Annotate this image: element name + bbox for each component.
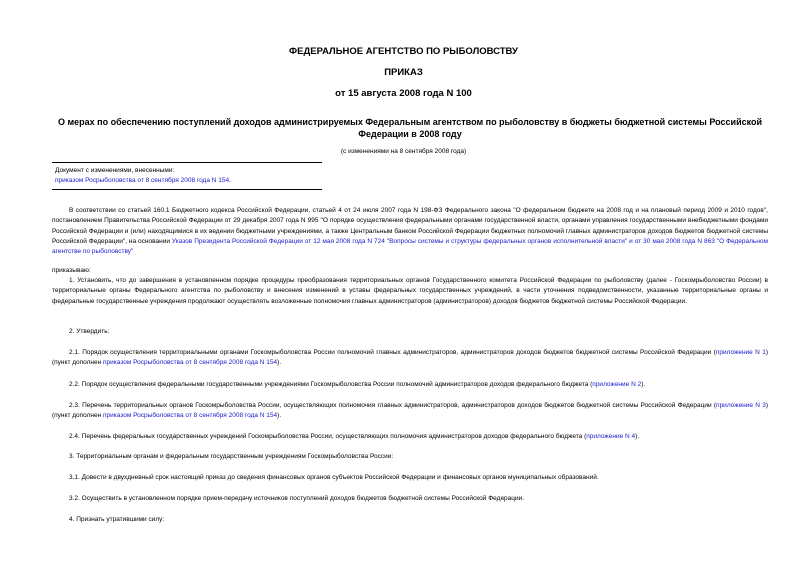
item-text: 2.2. Порядок осуществления федеральными государственными учреждениями Госкомрыболовства России полномочий администраторов доходов федерального бюджета (: [69, 381, 593, 388]
paragraph-3: 3. Территориальным органам и федеральным государственным учреждениям Госкомрыболовства России:: [69, 453, 394, 460]
appendix-1-link[interactable]: приложение N 1: [715, 349, 766, 356]
item-text: ) (пункт дополнен: [52, 402, 768, 420]
preamble-text: на основании: [126, 237, 172, 245]
paragraph-2-3: [52, 401, 768, 422]
amendment-link[interactable]: приказом Росрыболовства от 8 сентября 2008 года N 154: [103, 412, 278, 420]
date-number: от 15 августа 2008 года N 100: [335, 88, 472, 99]
divider: [52, 189, 322, 190]
item-text: 2.1. Порядок осуществления территориальными органами Госкомрыболовства России полномочий главных администраторов, администраторов доходов бюджетов бюджетной системы Российской Федерации (: [69, 349, 716, 356]
paragraph-2: 2. Утвердить:: [69, 328, 110, 335]
paragraph-2-1: [52, 348, 768, 369]
paragraph-2-4: [52, 432, 768, 442]
decree-link[interactable]: Указов Президента Российской Федерации от 12 мая 2008 года N 724 "Вопросы системы и структуры федеральных органов исполнительной власти" и от 30 мая 2008 года N 863 "О Федеральном агентстве по рыболовству": [52, 237, 768, 256]
preamble-text: В соответствии со статьей 160.1 Бюджетного кодекса Российской Федерации, статьей 4 от 24 июля 2007 года N 198-ФЗ Федерального закона "О федеральном бюджете на 2008 год и на плановый период 2009 и 2010 годов", постановлением Правительства Российской Федерации от 29 декабря 2007 года N 995 "О порядке осуществления федеральными органами государственной власти, органами управления государственными внебюджетными фондами Российской Федерации и (или) находящимися в их ведении бюджетными учреждениями, а также Центральным банком Российской Федерации бюджетных полномочий главных администраторов доходов бюджетов бюджетной системы Российской Федерации",: [52, 207, 768, 245]
appendix-4-link[interactable]: приложение N 4: [586, 433, 636, 440]
paragraph-3-1: 3.1. Довести в двухдневный срок настоящий приказ до сведения финансовых органов субъектов Российской Федерации и финансовых органов муниципальных образований.: [69, 474, 599, 481]
paragraph-3-2: 3.2. Осуществить в установленном порядке прием-передачу источников поступлений доходов бюджетов бюджетной системы Российской Федерации.: [69, 495, 525, 502]
paragraph-2-2: [52, 380, 768, 390]
changes-box: [52, 162, 322, 190]
paragraph-1: 1. Установить, что до завершения в установленном порядке процедуры преобразования территориальных органов Государственного комитета Российской Федерации по рыболовству (далее - Госкомрыболовство России) в территориальные органы Федерального агентства по рыболовству и внесения изменений в уставы федеральных государственных учреждений, в части уточнения подведомственности, указанные территориальные органы и федеральные государственные учреждения продолжают осуществлять возложенные полномочия главных администраторов (администраторов) доходов бюджетов бюджетной системы Российской Федерации.: [52, 277, 768, 305]
amendment-link[interactable]: приказом Росрыболовства от 8 сентября 2008 года N 154: [103, 359, 278, 367]
appendix-2-link[interactable]: приложение N 2: [592, 381, 642, 388]
changes-label: Документ с изменениями, внесенными:: [55, 167, 175, 174]
item-text: ).: [635, 433, 640, 440]
item-text: ) (пункт дополнен: [52, 349, 768, 367]
amendment-link[interactable]: приказом Росрыболовства от 8 сентября 2008 года N 154: [55, 177, 230, 184]
punct: .: [229, 177, 231, 184]
item-text: ).: [277, 412, 282, 420]
order-word: приказываю:: [52, 267, 91, 274]
doc-type: ПРИКАЗ: [384, 67, 423, 78]
item-text: ).: [641, 381, 646, 388]
appendix-3-link[interactable]: приложение N 3: [716, 402, 766, 409]
item-text: 2.4. Перечень федеральных государственных учреждений Госкомрыболовства России, осуществляющих полномочия администраторов доходов федерального бюджета (: [69, 433, 587, 440]
document-title: О мерах по обеспечению поступлений доходов администрируемых Федеральным агентством по рыболовству в бюджеты бюджетной системы Российской Федерации в 2008 году: [57, 117, 763, 139]
paragraph-4: 4. Признать утратившими силу:: [69, 516, 165, 523]
item-text: 2.3. Перечень территориальных органов Госкомрыболовства России, осуществляющих полномочия главных администраторов, администраторов доходов бюджетов бюджетной системы Российской Федерации (: [69, 402, 717, 409]
amendment-note: (с изменениями на 8 сентября 2008 года): [340, 148, 467, 155]
agency-name: ФЕДЕРАЛЬНОЕ АГЕНТСТВО ПО РЫБОЛОВСТВУ: [289, 46, 518, 57]
item-text: ).: [277, 359, 282, 367]
preamble: [52, 206, 768, 257]
